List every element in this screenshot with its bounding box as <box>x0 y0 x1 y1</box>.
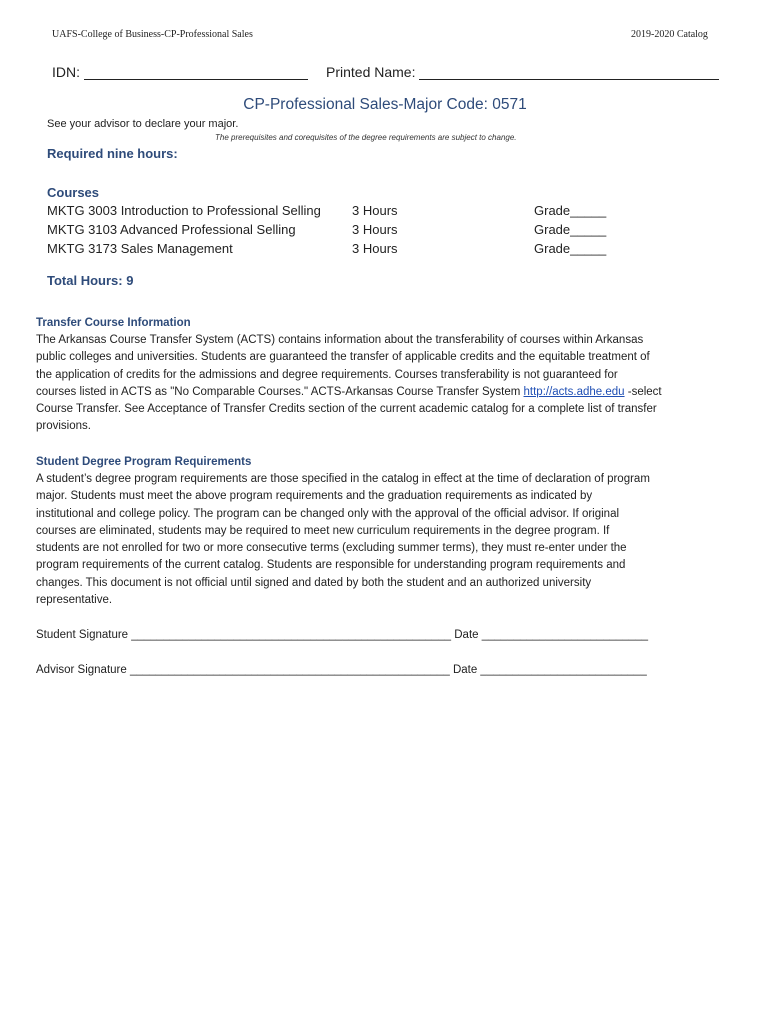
advisor-signature-line[interactable]: Advisor Signature __________________________________________________ Date __________________________ <box>36 664 647 676</box>
printed-name-line <box>419 65 719 80</box>
paragraph-line: courses are eliminated, students may be required to meet new curriculum requirements in the degree program. If <box>36 524 610 537</box>
prerequisite-note: The prerequisites and corequisites of the degree requirements are subject to change. <box>215 133 517 142</box>
course-grade-field[interactable]: Grade_____ <box>534 241 607 256</box>
catalog-header-left: UAFS-College of Business-CP-Professional Sales <box>52 29 253 40</box>
paragraph-line: The Arkansas Course Transfer System (ACTS) contains information about the transferability of courses within Arkansas <box>36 334 644 346</box>
printed-name-label: Printed Name: <box>326 64 416 80</box>
course-grade-field[interactable]: Grade_____ <box>534 203 607 218</box>
course-grade-field[interactable]: Grade_____ <box>534 222 607 237</box>
paragraph-line: institutional and college policy. The program can be changed only with the approval of the official advisor. If original <box>36 507 620 520</box>
courses-heading: Courses <box>47 185 100 200</box>
paragraph-line: major. Students must meet the above program requirements and the graduation requirements as indicated by <box>36 490 593 503</box>
advisor-note: See your advisor to declare your major. <box>47 118 239 130</box>
transfer-paragraph <box>36 332 736 436</box>
course-name: MKTG 3003 Introduction to Professional Selling <box>47 203 321 218</box>
degree-requirements-heading: Student Degree Program Requirements <box>36 456 252 468</box>
transfer-heading: Transfer Course Information <box>36 317 191 329</box>
course-name: MKTG 3103 Advanced Professional Selling <box>47 222 296 237</box>
paragraph-text: courses listed in ACTS as "No Comparable Courses." ACTS-Arkansas Course Transfer System <box>36 385 524 398</box>
student-signature-line[interactable]: Student Signature __________________________________________________ Date __________________________ <box>36 629 649 641</box>
paragraph-line <box>36 384 736 401</box>
course-hours: 3 Hours <box>352 222 398 237</box>
paragraph-line: representative. <box>36 594 113 607</box>
total-hours: Total Hours: 9 <box>47 273 134 288</box>
degree-requirements-paragraph <box>36 471 736 609</box>
paragraph-line: program requirements of the current catalog. Students are responsible for understanding program requirements and <box>36 559 626 572</box>
idn-field[interactable] <box>52 64 308 80</box>
paragraph-line: A student’s degree program requirements are those specified in the catalog in effect at the time of declaration of program <box>36 473 650 485</box>
catalog-header-year: 2019-2020 Catalog <box>631 29 708 40</box>
page-title: CP-Professional Sales-Major Code: 0571 <box>243 96 527 113</box>
paragraph-line: students are not enrolled for two or more consecutive terms (excluding summer terms), they must re-enter under the <box>36 542 627 555</box>
paragraph-line: provisions. <box>36 420 91 433</box>
course-hours: 3 Hours <box>352 241 398 256</box>
idn-label: IDN: <box>52 64 80 80</box>
paragraph-text: -select <box>624 385 662 398</box>
paragraph-line: public colleges and universities. Students are guaranteed the transfer of applicable credits and the equitable treatment of <box>36 351 650 364</box>
paragraph-line: the application of credits for the admissions and degree requirements. Courses transferability is not guaranteed for <box>36 368 618 381</box>
required-hours-heading: Required nine hours: <box>47 146 178 161</box>
paragraph-line: changes. This document is not official until signed and dated by both the student and an authorized university <box>36 576 592 589</box>
course-name: MKTG 3173 Sales Management <box>47 241 233 256</box>
course-hours: 3 Hours <box>352 203 398 218</box>
acts-link[interactable]: http://acts.adhe.edu <box>523 385 625 398</box>
paragraph-line: Course Transfer. See Acceptance of Transfer Credits section of the current academic catalog for a complete list of transfer <box>36 403 657 416</box>
printed-name-field[interactable] <box>326 64 719 80</box>
idn-line <box>84 65 308 80</box>
